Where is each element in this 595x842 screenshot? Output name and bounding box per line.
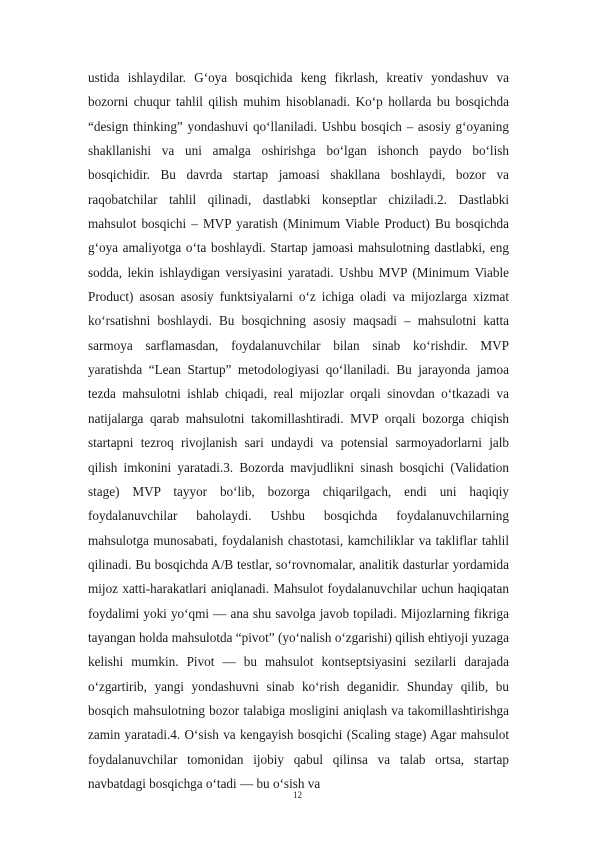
page-number: 12: [293, 790, 302, 800]
body-paragraph: ustida ishlaydilar. G‘oya bosqichida keng fikrlash, kreativ yondashuv va bozorni chuqur tahlil qilish muhim hisoblanadi. Ko‘p hollarda bu bosqichda “design thinking” yondashuvi qo‘llaniladi. Ushbu bosqich – asosiy g‘oyaning shakllanishi va uni amalga oshirishga bo‘lgan ishonch paydo bo‘lish bosqichidir. Bu davrda startap jamoasi shakllana boshlaydi, bozor va raqobatchilar tahlil qilinadi, dastlabki konseptlar chiziladi.2. Dastlabki mahsulot bosqichi – MVP yaratish (Minimum Viable Product) Bu bosqichda g‘oya amaliyotga o‘ta boshlaydi. Startap jamoasi mahsulotning dastlabki, eng sodda, lekin ishlaydigan versiyasini yaratadi. Ushbu MVP (Minimum Viable Product) asosan asosiy funktsiyalarni o‘z ichiga oladi va mijozlarga xizmat ko‘rsatishni boshlaydi. Bu bosqichning asosiy maqsadi – mahsulotni katta sarmoya sarflamasdan, foydalanuvchilar bilan sinab ko‘rishdir. MVP yaratishda “Lean Startup” metodologiyasi qo‘llaniladi. Bu jarayonda jamoa tezda mahsulotni ishlab chiqadi, real mijozlar orqali sinovdan o‘tkazadi va natijalarga qarab mahsulotni takomillashtiradi. MVP orqali bozorga chiqish startapni tezroq rivojlanish sari undaydi va potensial sarmoyadorlarni jalb qilish imkonini yaratadi.3. Bozorda mavjudlikni sinash bosqichi (Validation stage) MVP tayyor bo‘lib, bozorga chiqarilgach, endi uni haqiqiy foydalanuvchilar baholaydi. Ushbu bosqichda foydalanuvchilarning mahsulotga munosabati, foydalanish chastotasi, kamchiliklar va takliflar tahlil qilinadi. Bu bosqichda A/B testlar, so‘rovnomalar, analitik dasturlar yordamida mijoz xatti-harakatlari aniqlanadi. Mahsulot foydalanuvchilar uchun haqiqatan foydalimi yoki yo‘qmi — ana shu savolga javob topiladi. Mijozlarning fikriga tayangan holda mahsulotda “pivot” (yo‘nalish o‘zgarishi) qilish ehtiyoji yuzaga kelishi mumkin. Pivot — bu mahsulot kontseptsiyasini sezilarli darajada o‘zgartirib, yangi yondashuvni sinab ko‘rish deganidir. Shunday qilib, bu bosqich mahsulotning bozor talabiga mosligini aniqlash va takomillashtirishga zamin yaratadi.4. O‘sish va kengayish bosqichi (Scaling stage) Agar mahsulot foydalanuvchilar tomonidan ijobiy qabul qilinsa va talab ortsa, startap navbatdagi bosqichga o‘tadi — bu o‘sish va: [88, 70, 509, 791]
